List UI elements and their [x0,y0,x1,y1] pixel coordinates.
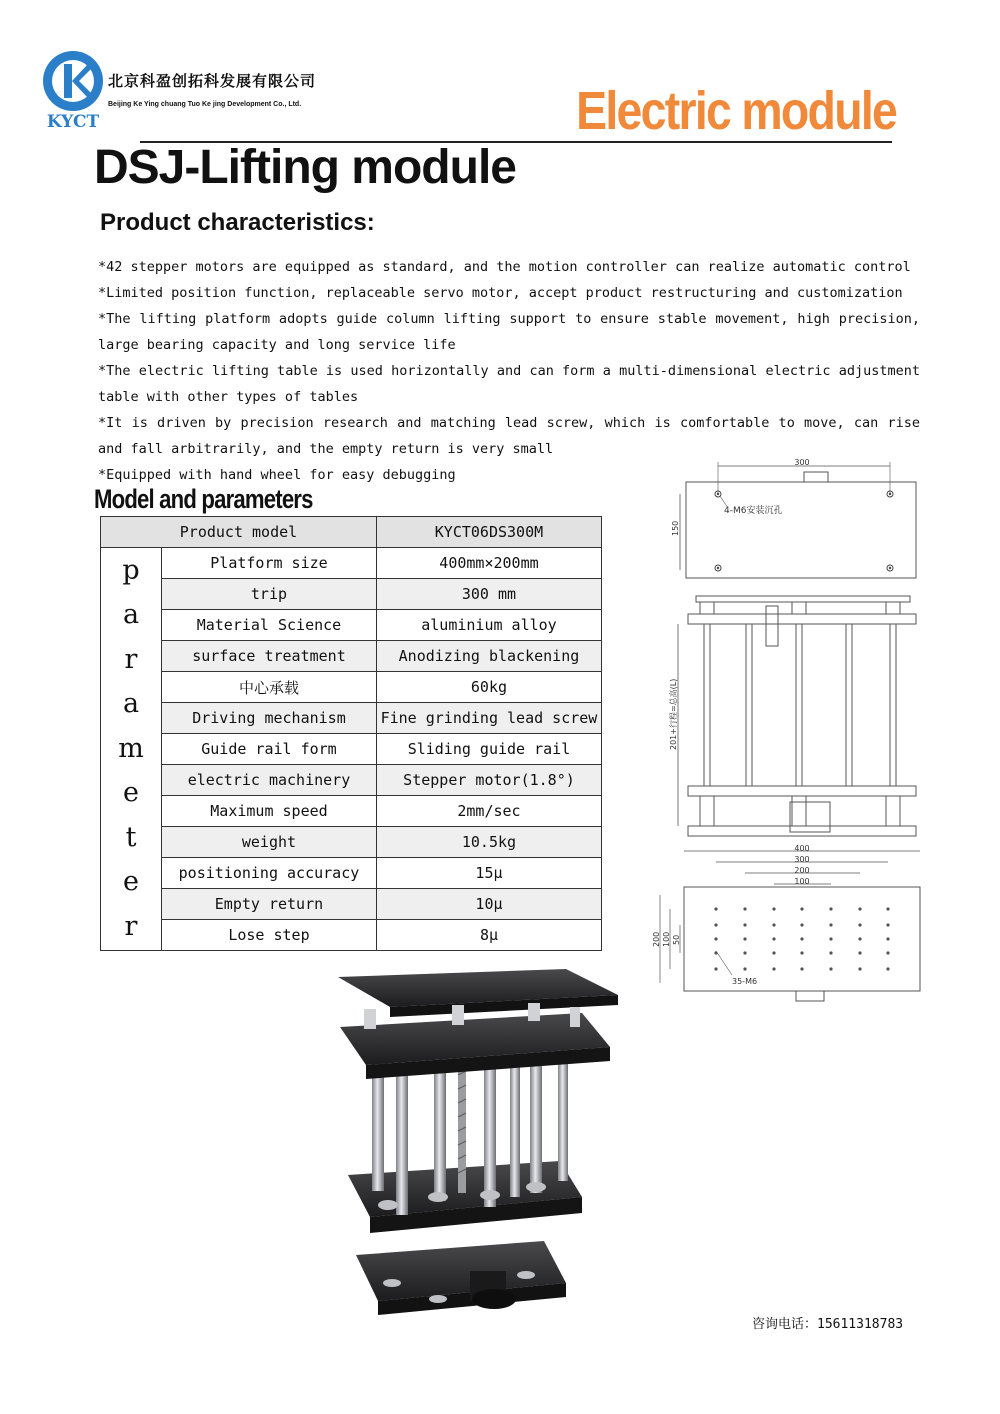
mounting-hole [714,907,717,910]
table-row [101,672,602,703]
table-row [101,641,602,672]
parameter-side-label [101,548,162,951]
bottom-vdim-50: 50 [672,934,681,945]
table-row [101,610,602,641]
top-hole-note: 4-M6安装沉孔 [724,506,783,516]
mounting-hole [800,923,803,926]
param-name: Material Science [162,610,377,641]
mounting-hole [858,923,861,926]
param-name: Guide rail form [162,734,377,765]
table-row [101,827,602,858]
mounting-hole [829,937,832,940]
table-row [101,858,602,889]
company-logo [38,48,108,130]
characteristic-item: *The electric lifting table is used horizontally and can form a multi-dimensional electric adjustment table with other types of tables [98,363,920,405]
bottom-hole-note: 35-M6 [732,977,758,986]
table-header-row [101,517,602,548]
bottom-dim-400: 400 [794,844,810,853]
param-name: electric machinery [162,765,377,796]
bottom-dim-200: 200 [794,866,810,875]
table-row [101,889,602,920]
mounting-hole [800,967,803,970]
category-title: Electric module [575,81,896,141]
company-name-cn: 北京科盈创拓科发展有限公司 [108,72,317,90]
param-name: Empty return [162,889,377,920]
side-letter: a [122,688,140,720]
side-letter: r [124,643,138,675]
mounting-hole [829,967,832,970]
param-name: positioning accuracy [162,858,377,889]
mounting-hole [886,937,889,940]
param-value: Fine grinding lead screw [376,703,601,734]
mounting-hole [800,907,803,910]
mounting-hole [800,937,803,940]
mounting-hole [858,907,861,910]
param-value: Sliding guide rail [376,734,601,765]
side-letter: r [124,910,138,942]
mounting-hole [772,937,775,940]
side-letter: t [125,821,137,853]
top-height-dim: 150 [671,520,680,536]
characteristic-item: *Limited position function, replaceable servo motor, accept product restructuring and customization [98,285,903,301]
param-value: 300 mm [376,579,601,610]
param-name: Lose step [162,920,377,951]
param-name: Maximum speed [162,796,377,827]
mounting-hole [772,923,775,926]
side-letter: e [123,777,139,809]
mounting-hole [800,951,803,954]
param-value: 60kg [376,672,601,703]
mounting-hole [858,951,861,954]
front-height-dim: 201+行程=总高(L) [669,678,678,750]
param-value: 2mm/sec [376,796,601,827]
side-letter: e [123,866,139,898]
param-value: 8μ [376,920,601,951]
drawing-bottom-view [648,843,924,1003]
table-row [101,765,602,796]
param-name: Driving mechanism [162,703,377,734]
bottom-dim-300: 300 [794,855,810,864]
product-title: DSJ-Lifting module [94,141,516,194]
table-row [101,579,602,610]
mounting-hole [743,967,746,970]
side-letter: a [122,599,140,631]
mounting-hole [772,967,775,970]
param-value: 10μ [376,889,601,920]
mounting-hole [886,951,889,954]
mounting-hole [858,937,861,940]
table-row [101,548,602,579]
mounting-hole [829,907,832,910]
mounting-hole [714,923,717,926]
mounting-hole [743,937,746,940]
characteristic-item: *Equipped with hand wheel for easy debugging [98,467,456,483]
param-name: weight [162,827,377,858]
product-photo [334,965,624,1335]
mounting-hole [858,967,861,970]
bottom-dim-100: 100 [794,877,810,886]
mounting-hole [714,967,717,970]
contact-hotline: 咨询电话：15611318783 [752,1317,904,1332]
header-value: KYCT06DS300M [376,517,601,548]
mounting-hole [886,907,889,910]
mounting-hole [743,923,746,926]
top-width-dim: 300 [794,458,810,467]
param-value: aluminium alloy [376,610,601,641]
param-name: trip [162,579,377,610]
table-row [101,920,602,951]
mounting-hole [714,937,717,940]
side-letter: m [118,732,144,764]
mounting-hole [772,951,775,954]
logo-text: KYCT [46,112,100,132]
table-row [101,734,602,765]
param-value: 10.5kg [376,827,601,858]
param-value: 15μ [376,858,601,889]
drawing-front-view [670,590,924,840]
param-value: 400mm×200mm [376,548,601,579]
mounting-hole [829,951,832,954]
bottom-vdim-200: 200 [652,931,661,947]
characteristics-list [98,254,920,488]
characteristic-item: *It is driven by precision research and matching lead screw, which is comfortable to move, can rise and fall arbitrarily, and the empty return is very small [98,415,920,457]
param-name: Platform size [162,548,377,579]
header-label: Product model [101,517,377,548]
characteristic-item: *The lifting platform adopts guide column lifting support to ensure stable movement, high precision, large bearing capacity and long service life [98,311,920,353]
drawing-top-view [671,458,924,583]
characteristic-item: *42 stepper motors are equipped as standard, and the motion controller can realize automatic control [98,259,911,275]
mounting-hole [772,907,775,910]
mounting-hole [886,923,889,926]
mounting-hole [743,951,746,954]
characteristics-title: Product characteristics: [100,209,375,236]
bottom-hole-grid [714,907,889,970]
company-name-en: Beijing Ke Ying chuang Tuo Ke jing Development Co., Ltd. [108,101,302,108]
side-letter: p [122,554,140,586]
mounting-hole [829,923,832,926]
parameters-table [100,516,602,951]
model-params-title: Model and parameters [94,484,313,514]
mounting-hole [743,907,746,910]
mounting-hole [886,967,889,970]
param-name: surface treatment [162,641,377,672]
param-value: Stepper motor(1.8°) [376,765,601,796]
param-value: Anodizing blackening [376,641,601,672]
table-row [101,796,602,827]
table-row [101,703,602,734]
param-name: 中心承载 [162,672,377,703]
bottom-vdim-100: 100 [662,931,671,947]
